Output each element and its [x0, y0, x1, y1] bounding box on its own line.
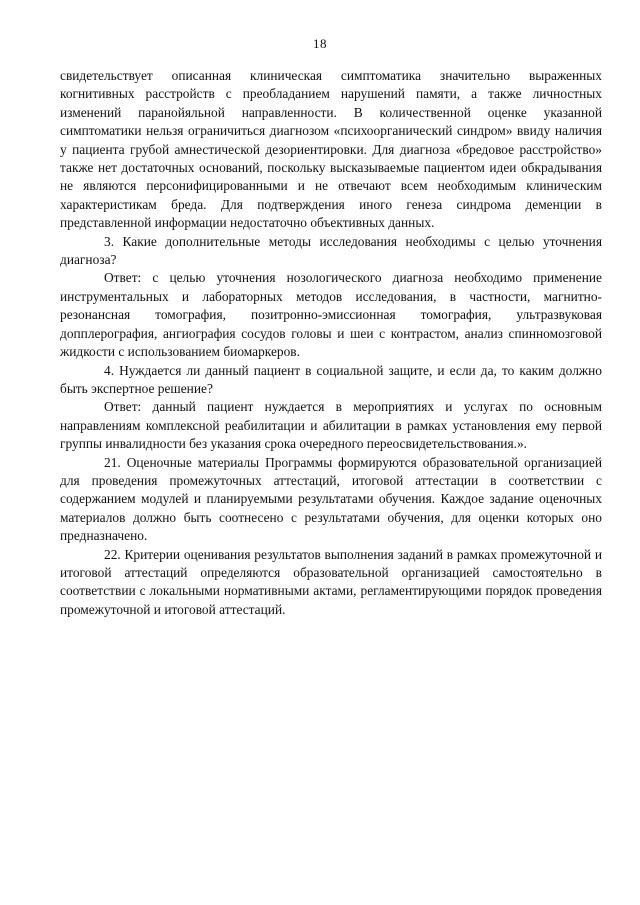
clause-22: 22. Критерии оценивания результатов выполнения заданий в рамках промежуточной и итоговой аттестаций определяются образовательной организацией самостоятельно в соответствии с локальными нормативными актами, регламентирующими порядок проведения промежуточной и итоговой аттестаций. [60, 546, 602, 617]
question-3: 3. Какие дополнительные методы исследования необходимы с целью уточнения диагноза? [60, 233, 602, 268]
page-number: 18 [313, 36, 327, 51]
document-body [60, 67, 602, 619]
clause-21: 21. Оценочные материалы Программы формируются образовательной организацией для проведения промежуточных аттестаций, итоговой аттестации в соответствии с содержанием модулей и планируемыми результатами обучения. Каждое задание оценочных материалов должно быть соотнесено с результатами обучения, для оценки которых оно предназначено. [60, 454, 602, 544]
answer-3: Ответ: с целью уточнения нозологического диагноза необходимо применение инструментальных и лабораторных методов исследования, в частности, магнитно-резонансная томография, позитронно-эмиссионная томография, ультразвуковая допплерография, ангиография сосудов головы и шеи с контрастом, анализ спинномозговой жидкости с использованием биомаркеров. [60, 270, 602, 360]
answer-4: Ответ: данный пациент нуждается в мероприятиях и услугах по основным направлениям комплексной реабилитации и абилитации в рамках установления ему первой группы инвалидности без указания срока очередного переосвидетельствования.». [60, 399, 602, 452]
paragraph-continuation: свидетельствует описанная клиническая симптоматика значительно выраженных когнитивных расстройств с преобладанием нарушений памяти, а также личностных изменений паранойяльной направленности. В количественной оценке указанной симптоматики нельзя ограничиться диагнозом «психоорганический синдром» ввиду наличия у пациента грубой амнестической дезориентировки. Для диагноза «бредовое расстройство» также нет достаточных оснований, поскольку высказываемые пациентом идеи обкрадывания не являются персонифицированными и не отвечают всем необходимым клиническим характеристикам бреда. Для подтверждения иного генеза синдрома деменции в представленной информации недостаточно объективных данных. [60, 68, 602, 231]
question-4: 4. Нуждается ли данный пациент в социальной защите, и если да, то каким должно быть экспертное решение? [60, 362, 602, 396]
